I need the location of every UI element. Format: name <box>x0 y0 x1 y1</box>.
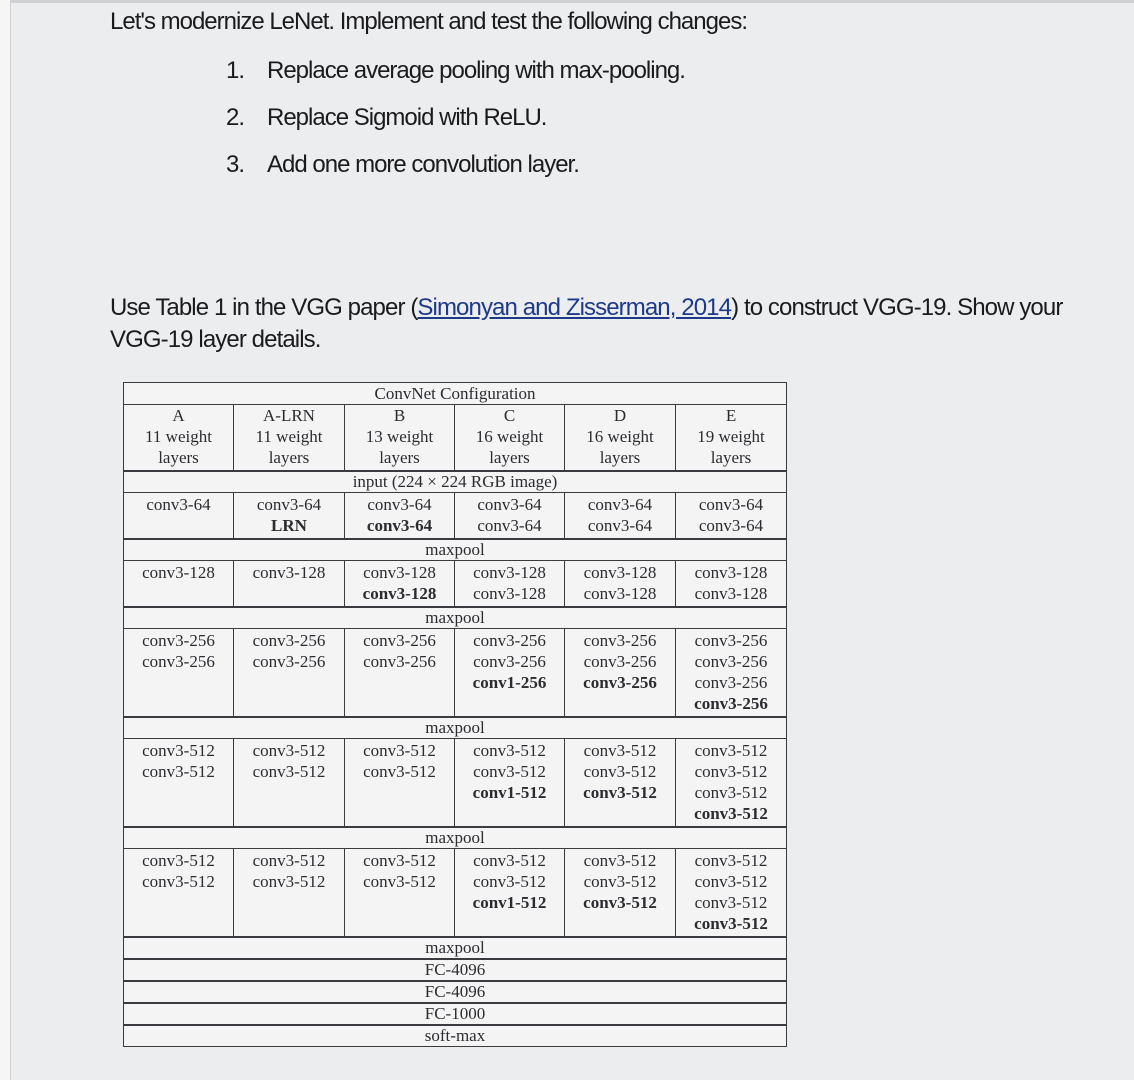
layer-cell <box>234 561 345 608</box>
layer-name: conv3-256 <box>252 631 326 650</box>
layer-name: conv3-256 <box>694 673 768 692</box>
layer-name: conv1-256 <box>472 673 547 692</box>
layer-name: conv3-128 <box>583 584 657 603</box>
layer-cell <box>345 849 455 938</box>
table-title: ConvNet Configuration <box>124 383 787 405</box>
layer-name: conv3-512 <box>252 741 326 760</box>
layer-name: conv3-512 <box>363 741 436 760</box>
conv-block-row <box>124 561 787 608</box>
layer-name: conv3-64 <box>477 495 542 514</box>
layer-cell <box>345 629 455 718</box>
column-header <box>455 405 565 472</box>
change-item <box>226 103 685 150</box>
layer-name: conv3-256 <box>252 652 326 671</box>
layer-name: conv3-512 <box>473 851 546 870</box>
layer-name: conv3-512 <box>252 872 326 891</box>
layer-cell <box>455 493 565 540</box>
intro-text: Let's modernize LeNet. Implement and test the following changes: <box>110 8 747 35</box>
maxpool-row: maxpool <box>124 827 787 849</box>
layer-name: conv3-512 <box>694 741 768 760</box>
column-header <box>124 405 234 472</box>
column-header <box>565 405 676 472</box>
layer-cell <box>345 739 455 828</box>
layer-cell <box>124 849 234 938</box>
change-item <box>226 150 685 197</box>
citation-link[interactable]: Simonyan and Zisserman, 2014 <box>417 294 732 321</box>
maxpool-row: maxpool <box>124 717 787 739</box>
column-layers: layers <box>379 448 420 467</box>
layer-cell <box>124 493 234 540</box>
layer-cell <box>676 493 787 540</box>
layer-name: conv3-512 <box>583 893 657 912</box>
layer-name: conv3-256 <box>473 631 546 650</box>
layer-name: conv3-64 <box>366 516 433 535</box>
input-row: input (224 × 224 RGB image) <box>124 471 787 493</box>
layer-name: conv3-64 <box>587 516 653 535</box>
layer-name: conv3-128 <box>694 584 768 603</box>
vgg-prompt-after: ) to construct VGG-19. Show your VGG-19 layer details. <box>110 294 1063 353</box>
change-text: Add one more convolution layer. <box>267 151 579 178</box>
change-number: 3. <box>226 151 245 178</box>
tail-layer-row: FC-1000 <box>124 1003 787 1025</box>
column-letter: A <box>172 406 185 425</box>
layer-name: conv3-256 <box>694 652 768 671</box>
layer-name: conv3-512 <box>363 851 436 870</box>
column-layers: layers <box>489 448 530 467</box>
column-weights: 19 weight <box>697 427 765 446</box>
layer-name: conv3-256 <box>694 631 768 650</box>
layer-name: conv3-512 <box>363 762 436 781</box>
layer-name: conv3-512 <box>694 783 768 802</box>
column-letter: E <box>725 406 737 425</box>
column-layers: layers <box>158 448 199 467</box>
layer-name: conv3-128 <box>694 563 768 582</box>
layer-cell <box>676 849 787 938</box>
layer-name: conv3-512 <box>694 872 768 891</box>
column-weights: 16 weight <box>475 427 544 446</box>
layer-name: conv3-256 <box>473 652 546 671</box>
layer-name: conv3-128 <box>362 584 437 603</box>
layer-cell <box>565 739 676 828</box>
maxpool-row: maxpool <box>124 539 787 561</box>
layer-cell <box>345 493 455 540</box>
layer-name: conv3-256 <box>694 694 768 713</box>
layer-cell <box>124 629 234 718</box>
layer-name: conv3-512 <box>473 762 546 781</box>
column-weights: 11 weight <box>145 427 212 446</box>
layer-name: conv3-512 <box>583 783 657 802</box>
maxpool-row: maxpool <box>124 607 787 629</box>
change-number: 1. <box>226 57 245 84</box>
layer-cell <box>565 561 676 608</box>
column-header <box>234 405 345 472</box>
column-weights: 11 weight <box>255 427 323 446</box>
layer-cell <box>234 849 345 938</box>
conv-block-row <box>124 493 787 540</box>
layer-name: conv3-256 <box>142 631 215 650</box>
column-layers: layers <box>710 448 752 467</box>
column-header <box>676 405 787 472</box>
column-layers: layers <box>268 448 310 467</box>
layer-cell <box>455 849 565 938</box>
layer-name: conv3-512 <box>142 741 215 760</box>
page-left-edge <box>0 0 11 1080</box>
conv-block-row <box>124 739 787 828</box>
vgg-prompt-before: Use Table 1 in the VGG paper ( <box>110 294 418 321</box>
change-item <box>226 56 685 103</box>
layer-name: conv3-512 <box>473 741 546 760</box>
vgg-prompt <box>110 292 1120 356</box>
layer-name: conv3-64 <box>256 495 322 514</box>
layer-cell <box>124 739 234 828</box>
layer-cell <box>234 739 345 828</box>
column-layers: layers <box>599 448 641 467</box>
layer-cell <box>676 739 787 828</box>
conv-block-row <box>124 849 787 938</box>
column-letter: D <box>613 406 627 425</box>
layer-name: conv3-64 <box>587 495 653 514</box>
layer-name: conv3-128 <box>473 584 546 603</box>
layer-name: conv3-256 <box>583 673 657 692</box>
column-weights: 16 weight <box>586 427 654 446</box>
change-number: 2. <box>226 104 245 131</box>
layer-name: conv3-512 <box>142 872 215 891</box>
conv-block-row <box>124 629 787 718</box>
layer-name: conv3-128 <box>363 563 436 582</box>
layer-name: conv3-512 <box>142 851 215 870</box>
layer-name: conv3-512 <box>583 762 657 781</box>
layer-name: conv3-64 <box>698 516 764 535</box>
column-letter: A-LRN <box>263 406 315 425</box>
layer-name: conv3-512 <box>694 893 768 912</box>
layer-name: conv3-256 <box>583 631 657 650</box>
layer-name: conv3-512 <box>363 872 436 891</box>
layer-name: conv3-512 <box>252 762 326 781</box>
layer-cell <box>345 561 455 608</box>
layer-name: conv3-512 <box>583 851 657 870</box>
layer-name: conv3-512 <box>583 741 657 760</box>
layer-cell <box>676 629 787 718</box>
layer-name: conv3-64 <box>146 495 211 514</box>
layer-name: conv3-64 <box>698 495 764 514</box>
layer-cell <box>565 493 676 540</box>
layer-name: conv3-64 <box>367 495 432 514</box>
layer-name: LRN <box>271 516 307 535</box>
layer-name: conv3-128 <box>142 563 215 582</box>
layer-cell <box>234 629 345 718</box>
layer-name: conv3-128 <box>473 563 546 582</box>
layer-cell <box>565 849 676 938</box>
layer-name: conv3-512 <box>694 914 768 933</box>
tail-layer-row: soft-max <box>124 1025 787 1047</box>
layer-name: conv3-256 <box>363 631 436 650</box>
layer-name: conv3-512 <box>473 872 546 891</box>
layer-name: conv3-512 <box>694 762 768 781</box>
column-header <box>345 405 455 472</box>
convnet-config-table <box>123 382 787 1047</box>
layer-cell <box>565 629 676 718</box>
layer-name: conv3-512 <box>583 872 657 891</box>
change-text: Replace Sigmoid with ReLU. <box>267 104 547 131</box>
layer-name: conv3-512 <box>142 762 215 781</box>
layer-name: conv3-128 <box>583 563 657 582</box>
layer-cell <box>455 629 565 718</box>
tail-layer-row: maxpool <box>124 937 787 959</box>
tail-layer-row: FC-4096 <box>124 959 787 981</box>
layer-name: conv3-512 <box>694 851 768 870</box>
layer-cell <box>455 739 565 828</box>
layer-name: conv3-512 <box>694 804 768 823</box>
column-letter: C <box>503 406 516 425</box>
layer-name: conv3-64 <box>477 516 542 535</box>
layer-cell <box>676 561 787 608</box>
layer-name: conv1-512 <box>472 893 547 912</box>
layer-cell <box>234 493 345 540</box>
layer-name: conv1-512 <box>472 783 547 802</box>
layer-name: conv3-256 <box>363 652 436 671</box>
change-text: Replace average pooling with max-pooling. <box>267 57 685 84</box>
page-top-edge <box>0 0 1134 3</box>
layer-name: conv3-128 <box>252 563 326 582</box>
tail-layer-row: FC-4096 <box>124 981 787 1003</box>
changes-list <box>226 56 685 197</box>
column-letter: B <box>393 406 406 425</box>
layer-name: conv3-256 <box>583 652 657 671</box>
layer-name: conv3-512 <box>252 851 326 870</box>
layer-cell <box>455 561 565 608</box>
layer-name: conv3-256 <box>142 652 215 671</box>
column-weights: 13 weight <box>365 427 434 446</box>
layer-cell <box>124 561 234 608</box>
